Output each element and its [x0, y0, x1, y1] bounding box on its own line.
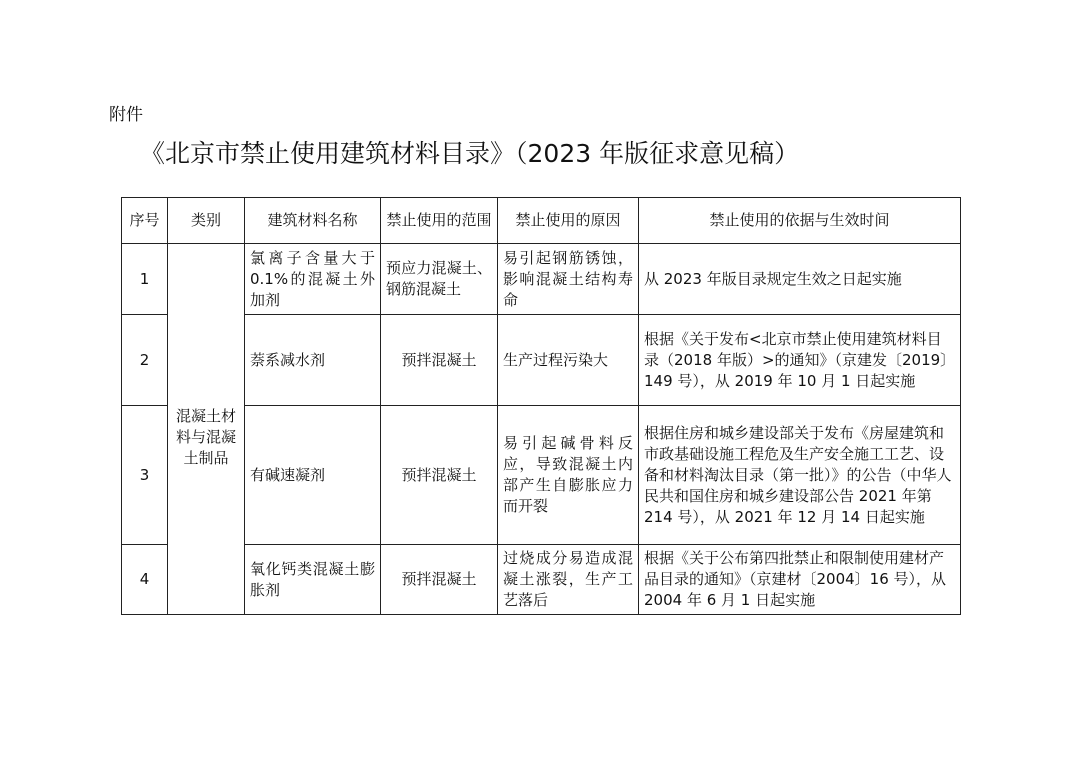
category-cell: 混凝土材料与混凝土制品	[168, 244, 245, 615]
table-header-row	[122, 198, 961, 244]
row-material: 有碱速凝剂	[245, 406, 381, 545]
table-row	[122, 315, 961, 406]
row-material: 萘系减水剂	[245, 315, 381, 406]
row-basis: 根据《关于公布第四批禁止和限制使用建材产品目录的通知》（京建材〔2004〕16 号），从 2004 年 6 月 1 日起实施	[639, 545, 961, 615]
row-reason: 生产过程污染大	[498, 315, 639, 406]
row-seq: 1	[122, 244, 168, 315]
row-material: 氯离子含量大于 0.1%的混凝土外加剂	[245, 244, 381, 315]
row-scope: 预拌混凝土	[381, 315, 498, 406]
row-seq: 4	[122, 545, 168, 615]
row-reason: 过烧成分易造成混凝土涨裂，生产工艺落后	[498, 545, 639, 615]
row-scope: 预拌混凝土	[381, 545, 498, 615]
table-row	[122, 244, 961, 315]
header-reason: 禁止使用的原因	[498, 198, 639, 244]
header-scope: 禁止使用的范围	[381, 198, 498, 244]
header-basis: 禁止使用的依据与生效时间	[639, 198, 961, 244]
header-seq: 序号	[122, 198, 168, 244]
header-material: 建筑材料名称	[245, 198, 381, 244]
row-seq: 2	[122, 315, 168, 406]
row-material: 氧化钙类混凝土膨胀剂	[245, 545, 381, 615]
row-basis: 根据住房和城乡建设部关于发布《房屋建筑和市政基础设施工程危及生产安全施工工艺、设备和材料淘汰目录（第一批）》的公告（中华人民共和国住房和城乡建设部公告 2021 年第 214 号），从 2021 年 12 月 14 日起实施	[639, 406, 961, 545]
row-basis: 从 2023 年版目录规定生效之日起实施	[639, 244, 961, 315]
row-seq: 3	[122, 406, 168, 545]
row-reason: 易引起钢筋锈蚀，影响混凝土结构寿命	[498, 244, 639, 315]
table-row	[122, 406, 961, 545]
document-title: 《北京市禁止使用建筑材料目录》（2023 年版征求意见稿）	[140, 139, 800, 168]
table-row	[122, 545, 961, 615]
header-category: 类别	[168, 198, 245, 244]
row-basis: 根据《关于发布<北京市禁止使用建筑材料目录（2018 年版）>的通知》（京建发〔2019〕149 号），从 2019 年 10 月 1 日起实施	[639, 315, 961, 406]
attachment-label: 附件	[109, 105, 143, 125]
row-scope: 预拌混凝土	[381, 406, 498, 545]
row-reason: 易引起碱骨料反应，导致混凝土内部产生自膨胀应力而开裂	[498, 406, 639, 545]
banned-materials-table	[121, 197, 961, 615]
row-scope: 预应力混凝土、钢筋混凝土	[381, 244, 498, 315]
